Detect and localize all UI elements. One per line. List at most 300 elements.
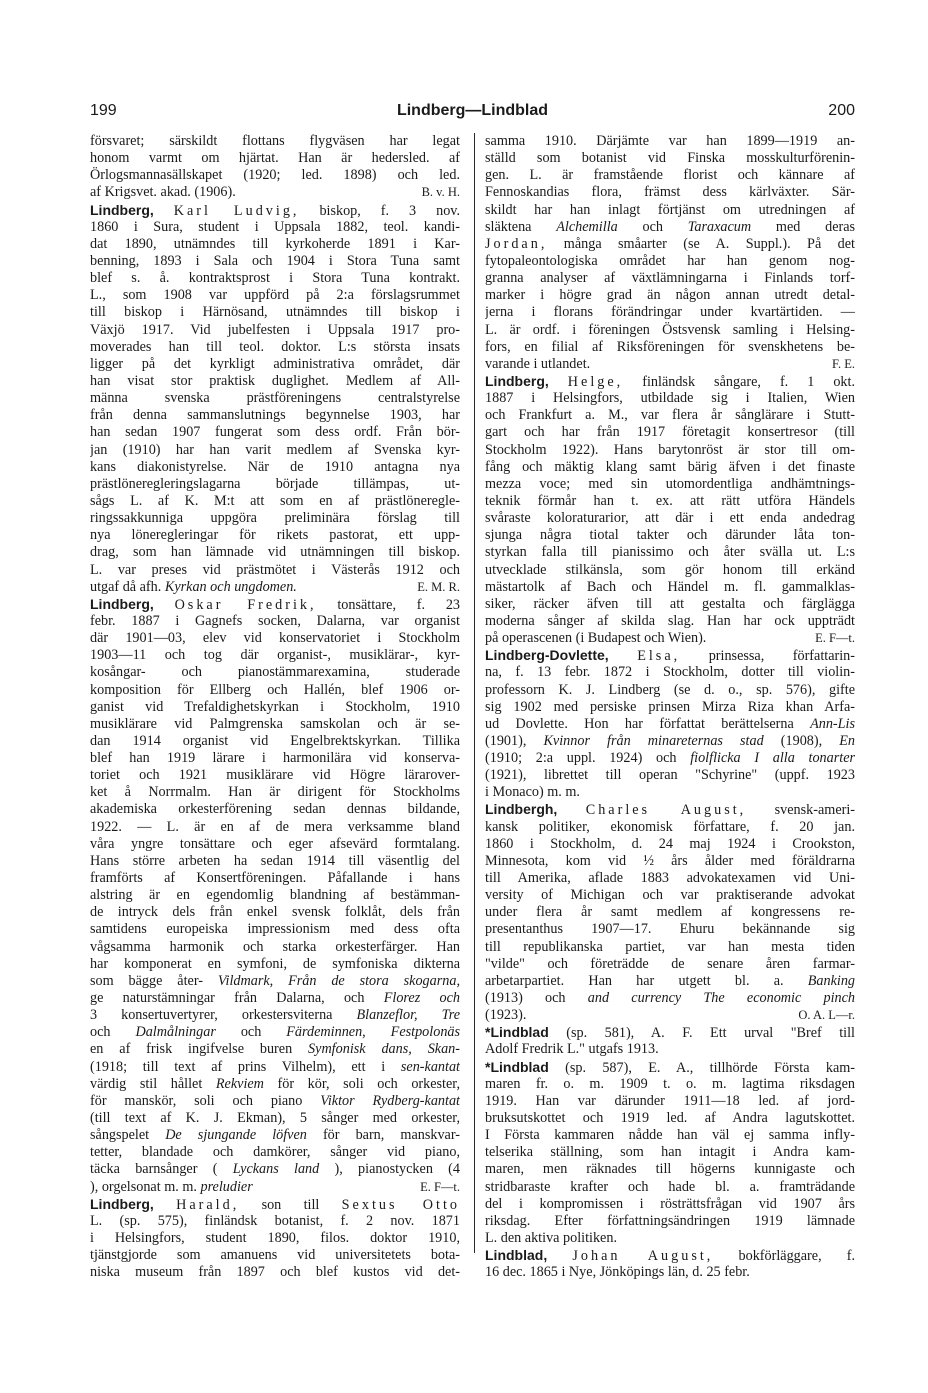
text-line <box>90 219 460 236</box>
text-line <box>90 716 460 733</box>
line-text: fytopaleontologiska området har han genom nog- <box>485 252 855 269</box>
text-line <box>90 956 460 973</box>
text-line <box>90 527 460 544</box>
entry-headword: Lindberg, <box>90 1195 154 1212</box>
line-text: på operascenen (i Budapest och Wien). <box>485 630 707 647</box>
italic-title: En <box>839 732 855 749</box>
text-line <box>90 493 460 510</box>
line-text: na, f. 13 febr. 1872 i Stockholm, dotter till violin- <box>485 664 855 681</box>
text-line <box>485 184 855 201</box>
line-text: styrkan falla till pianissimo och åter svälla ut. L:s <box>485 544 855 561</box>
line-text: (1921), librettet till operan "Schyrine" (uppf. 1923 <box>485 767 855 784</box>
text-line <box>90 442 460 459</box>
line-text: sågs L. af K. M:t att som en af prästlöneregle- <box>90 492 460 509</box>
text-line <box>485 287 855 304</box>
text-line <box>90 904 460 921</box>
spaced-name: Oskar Fredrik, <box>174 596 317 613</box>
line-text: i Helsingfors, student 1890, filos. doktor 1910, <box>90 1230 460 1246</box>
text-line <box>90 544 460 561</box>
text-line <box>90 253 460 270</box>
line-text: ), orgelsonat m. m. <box>90 1178 197 1195</box>
italic-title: Skan- <box>427 1041 460 1058</box>
line-text: Växjö 1917. Vid jubelfesten i Uppsala 1917 pro- <box>90 321 460 338</box>
text-line <box>485 596 855 613</box>
page-number-right: 200 <box>828 102 855 119</box>
line-text: ställd som botanist vid Finska mosskulturförenin- <box>485 150 855 167</box>
page-header <box>90 102 855 124</box>
line-text: alstring är en egendomlig blandning af bestämman- <box>90 887 460 904</box>
text-line <box>485 956 855 973</box>
line-text: akademiska orkesterförening sedan dennas bildande, <box>90 801 460 818</box>
line-text: (1908), <box>780 732 823 749</box>
line-text: musiklärare vid Palmgrenska samskolan och är se- <box>90 715 460 732</box>
page-number-left: 199 <box>90 102 117 119</box>
line-text: "vilde" och företrädde de senare åren farmar- <box>485 955 855 972</box>
right-column <box>485 133 855 1281</box>
line-text: af Krigsvet. akad. (1906). <box>90 184 236 201</box>
line-text: och Frankfurt a. M., var flera år sånglärare i Stutt- <box>485 407 855 424</box>
line-text: drag, som han lämnade vid utnämningen till biskop. <box>90 544 460 561</box>
text-line <box>485 544 855 561</box>
line-text: ), pianostycken (4 <box>334 1161 460 1178</box>
line-text: riksdag. Efter författningsändringen 1919 lämnade <box>485 1212 855 1229</box>
text-line <box>485 1093 855 1110</box>
italic-title: The economic pinch <box>703 990 855 1007</box>
italic-title: Rekviem <box>215 1075 264 1092</box>
line-text: våra yngre tonsättare och eger afsevärd formtalang. <box>90 835 460 852</box>
line-text: ge naturstämningar från Dalarna, och <box>90 990 365 1007</box>
italic-title: and currency <box>587 990 682 1007</box>
text-line <box>485 647 855 664</box>
text-line <box>485 476 855 493</box>
text-line <box>90 664 460 681</box>
spaced-name: Johan August, <box>572 1248 714 1265</box>
text-line <box>485 459 855 476</box>
spaced-name: Charles August, <box>585 802 747 819</box>
text-line <box>90 1076 460 1093</box>
text-line <box>485 716 855 733</box>
text-line <box>90 1247 460 1264</box>
line-text: (sp. 581), A. F. Ett urval "Bref till <box>566 1025 855 1042</box>
text-line <box>485 1127 855 1144</box>
italic-title: De sjungande löfven <box>165 1127 307 1144</box>
line-text: ligger på det kyrkligt administrativa området, där <box>90 355 460 372</box>
line-text: professorn K. J. Lindberg (se d. o., sp. 576), gifte <box>485 681 855 698</box>
line-text: prinsessa, författarin- <box>708 648 855 665</box>
line-text: skildt har han inlagt förtjänst om utredningen af <box>485 201 855 218</box>
text-line <box>485 527 855 544</box>
text-line <box>485 442 855 459</box>
spaced-name: Elsa, <box>637 648 681 665</box>
line-text: till biskop i Härnösand, utnämndes till biskop i <box>90 304 460 321</box>
text-line <box>90 887 460 904</box>
text-line <box>485 853 855 870</box>
text-line <box>90 939 460 956</box>
italic-title: Alchemilla <box>556 218 618 235</box>
line-text: för kör, soli och orkester, <box>277 1075 460 1092</box>
text-line <box>485 973 855 990</box>
italic-title: fiolflicka <box>690 750 741 767</box>
line-text: jan (1910) har han varit medlem af Svenska kyr- <box>90 441 460 458</box>
line-text: som bägge åter- <box>90 972 203 989</box>
italic-title: Vildmark, Från de stora skogarna, <box>217 972 460 989</box>
text-line <box>485 801 855 818</box>
line-text: gart och har från 1917 företagit konsertresor (till <box>485 424 855 441</box>
entry-headword: *Lindblad <box>485 1024 549 1041</box>
text-line <box>90 870 460 887</box>
text-line <box>90 1059 460 1076</box>
text-line <box>90 819 460 836</box>
entry-headword: Lindberg, <box>90 201 154 218</box>
text-line <box>485 424 855 441</box>
text-line <box>485 836 855 853</box>
text-line <box>485 1144 855 1161</box>
entry-headword: Lindberg, <box>485 372 549 389</box>
italic-title: Kyrkan och ungdomen. <box>164 578 297 595</box>
text-line <box>90 750 460 767</box>
text-line <box>485 784 855 801</box>
text-line <box>90 990 460 1007</box>
line-text: fors, en filial af Riksföreningen för svenskhetens be- <box>485 338 855 355</box>
line-text: stridbaraste krafter och hade bl. a. framträdande <box>485 1178 855 1195</box>
text-line <box>485 219 855 236</box>
line-text: granna analyser af växtlämningarna i Finlands torf- <box>485 270 855 287</box>
text-line <box>90 390 460 407</box>
text-line <box>90 270 460 287</box>
line-text: samtidens europeiska impressionism med dess ofta <box>90 921 460 938</box>
text-line <box>90 424 460 441</box>
text-line <box>485 373 855 390</box>
text-line <box>485 150 855 167</box>
text-line <box>90 236 460 253</box>
line-text: (till text af K. J. Ekman), 5 sånger med orkester, <box>90 1110 460 1127</box>
text-line <box>90 1144 460 1161</box>
line-text: (sp. 587), E. A., tillhörde Första kam- <box>565 1059 855 1076</box>
text-line <box>90 613 460 630</box>
text-line <box>485 1264 855 1281</box>
text-line <box>485 990 855 1007</box>
italic-title: Taraxacum <box>687 218 752 235</box>
author-signature: E. M. R. <box>417 579 460 594</box>
text-line <box>90 1264 460 1281</box>
italic-title: Viktor Rydberg-kantat <box>320 1092 460 1109</box>
text-line <box>485 562 855 579</box>
text-line <box>90 630 460 647</box>
text-line <box>90 1179 460 1196</box>
text-line <box>90 801 460 818</box>
line-text: Stockholm 1922). Hans barytonröst är stor till om- <box>485 441 855 458</box>
text-line <box>90 322 460 339</box>
line-text: L. (sp. 575), finländsk botanist, f. 2 nov. 1871 <box>90 1212 460 1229</box>
line-text: honom varmt om hjärtat. Han är hedersled. af <box>90 150 460 167</box>
italic-title: Färdeminnen, Festpolonäs <box>286 1024 460 1041</box>
line-text: till republikanska partiet, var han mesta tiden <box>485 938 855 955</box>
text-line <box>90 767 460 784</box>
author-signature: O. A. L—r. <box>798 1008 855 1023</box>
text-line <box>90 596 460 613</box>
line-text: släktena <box>485 218 532 235</box>
line-text: (1918; till text af prins Vilhelm), ett i <box>90 1058 386 1075</box>
text-line <box>485 613 855 630</box>
italic-title: Blanzeflor, <box>356 1007 418 1024</box>
text-line <box>485 510 855 527</box>
text-line <box>485 664 855 681</box>
text-line <box>485 870 855 887</box>
line-text: kans diakonistyrelse. När de 1910 antagna nya <box>90 458 460 475</box>
line-text: siker, räcker äfven till att gestalta och färglägga <box>485 595 855 612</box>
text-line <box>90 1230 460 1247</box>
text-line <box>485 887 855 904</box>
text-line <box>90 459 460 476</box>
spaced-name: Karl Ludvig, <box>173 202 300 219</box>
line-text: biskop, f. 3 nov. <box>319 202 460 219</box>
text-line <box>485 1230 855 1247</box>
line-text: en af frisk ingifvelse buren <box>90 1041 293 1058</box>
line-text: bokförläggare, f. <box>738 1248 855 1265</box>
line-text: Fennoskandias flora, främst dess kärlväxter. Sär- <box>485 184 855 201</box>
text-line <box>90 167 460 184</box>
text-line <box>90 647 460 664</box>
line-text: männa svenska prästföreningens centralstyrelse <box>90 390 460 407</box>
text-line <box>485 493 855 510</box>
line-text: och <box>90 1024 111 1041</box>
line-text: I Första kammaren nådde han väl ej samma infly- <box>485 1127 855 1144</box>
spaced-name: Harald, <box>176 1196 240 1213</box>
italic-title: preludier <box>200 1178 253 1195</box>
line-text: ud Dovlette. Hon har författat berättelserna <box>485 715 794 732</box>
text-line <box>485 939 855 956</box>
text-line <box>90 1024 460 1041</box>
line-text: Hans större arbeten ha sedan 1914 till väsentlig del <box>90 852 460 869</box>
text-line <box>90 150 460 167</box>
line-text: 1903—11 och tog där organist-, musiklärar-, kyr- <box>90 647 460 664</box>
line-text: han sedan 1907 fungerat som dess ordf. Från bör- <box>90 424 460 441</box>
text-line <box>90 202 460 219</box>
line-text: 1919. Han var därunder 1911—18 led. af jord- <box>485 1092 855 1109</box>
line-text: mästartolk af Bach och Händel m. fl. gammalklas- <box>485 578 855 595</box>
line-text: dat 1890, utnämndes till kyrkoherde 1891 i Kar- <box>90 235 460 252</box>
text-line <box>90 1093 460 1110</box>
line-text: kosångar- och pianostämmarexamina, studerade <box>90 664 460 681</box>
line-text: samma 1910. Därjämte var han 1899—1919 an- <box>485 133 855 149</box>
italic-title: Ann-Lis <box>810 715 855 732</box>
line-text: versity of Michigan och var praktiserande advokat <box>485 887 855 904</box>
line-text: sig 1902 med persiske prinsen Mirza Riza khan Arfa- <box>485 698 855 715</box>
line-text: son till <box>261 1196 320 1213</box>
text-line <box>485 904 855 921</box>
line-text: del i kompromissen i rösträttsfrågan vid 1907 års <box>485 1195 855 1212</box>
line-text: med deras <box>775 218 855 235</box>
line-text: komposition för Ellberg och Hallén, blef 1906 or- <box>90 681 460 698</box>
text-line <box>485 236 855 253</box>
text-line <box>90 973 460 990</box>
line-text: Minnesota, kom vid ½ års ålder med föräldrarna <box>485 852 855 869</box>
text-line <box>485 1196 855 1213</box>
text-line <box>485 1247 855 1264</box>
line-text: han visat stor praktisk duglighet. Medlem af All- <box>90 372 460 389</box>
text-line <box>90 287 460 304</box>
text-line <box>485 819 855 836</box>
text-line <box>485 921 855 938</box>
line-text: (1901), <box>485 732 527 749</box>
line-text: presentanthus 1907—17. Ehuru bekännande sig <box>485 921 855 938</box>
text-line <box>485 1076 855 1093</box>
line-text: ket å Norrmalm. Han är dirigent för Stockholms <box>90 784 460 801</box>
line-text: sångspelet <box>90 1127 150 1144</box>
text-line <box>485 390 855 407</box>
line-text: svåraste koloraturarior, att där i ett enda andedrag <box>485 510 855 527</box>
line-text: prästlöneregleringslagarna började tillämpas, ut- <box>90 475 460 492</box>
text-line <box>90 1110 460 1127</box>
line-text: varande i utlandet. <box>485 355 591 372</box>
line-text: toriet och 1921 musiklärare vid Högre lärarover- <box>90 767 460 784</box>
text-line <box>90 921 460 938</box>
line-text: utgaf då afh. <box>90 578 162 595</box>
line-text: har komponerat en symfoni, de symfoniska dikterna <box>90 955 460 972</box>
line-text: 1860 i Sura, student i Uppsala 1882, teol. kandi- <box>90 218 460 235</box>
line-text: gen. L. är framstående florist och kännare af <box>485 167 855 184</box>
italic-title: sen-kantat <box>400 1058 460 1075</box>
line-text: tonsättare, f. 23 <box>337 596 460 613</box>
line-text: många småarter (se <box>563 235 700 252</box>
line-text: värdig stil hållet <box>90 1075 203 1092</box>
italic-title: I alla tonarter <box>754 750 855 767</box>
text-line <box>485 1213 855 1230</box>
author-signature: E. F—t. <box>815 631 855 646</box>
line-text: (1913) och <box>485 990 566 1007</box>
line-text: finländsk sångare, f. 1 okt. <box>642 373 855 390</box>
line-text: nya löneregleringar för rikets pastorat, ett upp- <box>90 527 460 544</box>
line-text: från denna sammanslutnings begynnelse 1903, har <box>90 407 460 424</box>
line-text: 1922. — L. är en af de mera verksamme bland <box>90 818 460 835</box>
spaced-name: Jordan, <box>485 235 548 252</box>
text-line <box>485 579 855 596</box>
line-text: och <box>240 1024 262 1041</box>
line-text: vågsamma harmonik och starka orkesterfärger. Han <box>90 938 460 955</box>
line-text: teknik förmår han t. ex. att rätt utföra Händels <box>485 492 855 509</box>
line-text: L. den aktiva politiken. <box>485 1230 617 1246</box>
text-line <box>90 356 460 373</box>
italic-title: Banking <box>807 972 855 989</box>
text-line <box>485 1007 855 1024</box>
line-text: 1860 i Stockholm, d. 24 maj 1924 i Crookston, <box>485 835 855 852</box>
text-line <box>485 202 855 219</box>
text-line <box>485 1179 855 1196</box>
line-text: bruksutskottet och 1919 led. af Andra lagutskottet. <box>485 1110 855 1127</box>
text-line <box>90 836 460 853</box>
line-text: till Amerika, aflade 1883 advokatexamen vid Uni- <box>485 870 855 887</box>
line-text: tjänstgjorde som amanuens vid universitetets bota- <box>90 1247 460 1264</box>
line-text: för barn, manskvar- <box>322 1127 460 1144</box>
text-line <box>90 579 460 596</box>
text-line <box>485 1110 855 1127</box>
text-line <box>485 699 855 716</box>
text-line <box>90 407 460 424</box>
line-text: blef s. å. kontraktsprost i Stora Tuna kontrakt. <box>90 270 460 287</box>
text-line <box>90 1196 460 1213</box>
entry-headword: Lindbergh, <box>485 801 558 818</box>
text-line <box>485 322 855 339</box>
text-line <box>485 270 855 287</box>
column-divider <box>474 133 475 1253</box>
author-signature: E. F—t. <box>420 1179 460 1194</box>
author-signature: F. E. <box>832 356 855 371</box>
line-text: framförts af Konsertföreningen. Påfallande i hans <box>90 870 460 887</box>
entry-headword: Lindberg, <box>90 595 154 612</box>
spaced-name: Helge, <box>567 373 624 390</box>
running-head: Lindberg—Lindblad <box>396 102 549 119</box>
text-line <box>90 1161 460 1178</box>
line-text: försvaret; särskildt flottans flygväsen har legat <box>90 133 460 149</box>
text-line <box>90 1041 460 1058</box>
line-text: (1923). <box>485 1007 527 1024</box>
entry-headword: Lindblad, <box>485 1247 548 1264</box>
line-text: 1887 i Helsingfors, utbildade sig i Italien, Wien <box>485 390 855 407</box>
text-line <box>90 682 460 699</box>
italic-title: Symfonisk dans, <box>308 1041 412 1058</box>
line-text: moverades han till teol. doktor. L:s största insats <box>90 338 460 355</box>
text-line <box>90 1127 460 1144</box>
text-line <box>485 1161 855 1178</box>
text-line <box>485 682 855 699</box>
line-text: utvecklade stilkänsla, som gör honom till erkänd <box>485 561 855 578</box>
line-text: fång och mäktig klang samt bärig äfven i det finaste <box>485 458 855 475</box>
line-text: Adolf Fredrik L." utgafs 1913. <box>485 1041 659 1058</box>
line-text: marker i högre grad än någon annan utredt detal- <box>485 287 855 304</box>
line-text: täcka barnsånger ( <box>90 1161 218 1178</box>
left-column <box>90 133 460 1281</box>
text-line <box>485 733 855 750</box>
italic-title: Kvinnor från minareternas stad <box>543 732 764 749</box>
line-text: moderna sånger af skilda slag. Han har ock uppträdt <box>485 612 855 629</box>
line-text: svensk-ameri- <box>774 802 855 819</box>
text-line <box>485 1041 855 1058</box>
line-text: 3 konsertuvertyrer, orkestersviterna <box>90 1007 333 1024</box>
entry-headword: Lindberg-Dovlette, <box>485 647 609 664</box>
text-line <box>90 510 460 527</box>
line-text: under flera år samt medlem af kongressens re- <box>485 904 855 921</box>
line-text: blef han 1919 lärare i harmonilära vid konserva- <box>90 750 460 767</box>
line-text: tetter, blandade och damkörer, sånger vid piano, <box>90 1144 460 1161</box>
line-text: de intryck dels från enkel svensk folklåt, dels från <box>90 904 460 921</box>
line-text: benning, 1893 i Sala och 1904 i Stora Tuna samt <box>90 252 460 269</box>
author-signature: B. v. H. <box>421 185 460 200</box>
line-text: ganist vid Trefaldighetskyrkan i Stockholm, 1910 <box>90 698 460 715</box>
text-line <box>90 133 460 150</box>
line-text: L. är ordf. i föreningen Östsvensk samling i Helsing- <box>485 321 855 338</box>
line-text: i Monaco) m. m. <box>485 784 580 801</box>
text-line <box>485 253 855 270</box>
italic-title: Tre <box>441 1007 460 1024</box>
text-line <box>485 356 855 373</box>
line-text: sjunga några tiotal takter och därunder låta ton- <box>485 527 855 544</box>
line-text: kansk politiker, ekonomisk författare, f. 20 jan. <box>485 818 855 835</box>
italic-title: Florez och <box>383 990 460 1007</box>
line-text: för manskör, soli och piano <box>90 1092 303 1109</box>
text-line <box>90 1007 460 1024</box>
text-line <box>90 339 460 356</box>
line-text: jerna i florans förändringar under kvartärtiden. — <box>485 304 855 321</box>
text-line <box>90 562 460 579</box>
line-text: där 1901—03, elev vid konservatoriet i Stockholm <box>90 630 460 647</box>
line-text: (1910; 2:a uppl. 1924) och <box>485 750 677 767</box>
line-text: mezza voce; med sin utomordentliga andhämtnings- <box>485 475 855 492</box>
line-text: febr. 1887 i Gagnefs socken, Dalarna, var organist <box>90 612 460 629</box>
entry-headword: *Lindblad <box>485 1058 549 1075</box>
text-line <box>90 1213 460 1230</box>
text-line <box>485 304 855 321</box>
line-text: maren fr. o. m. 1909 t. o. m. lagtima riksdagen <box>485 1075 855 1092</box>
